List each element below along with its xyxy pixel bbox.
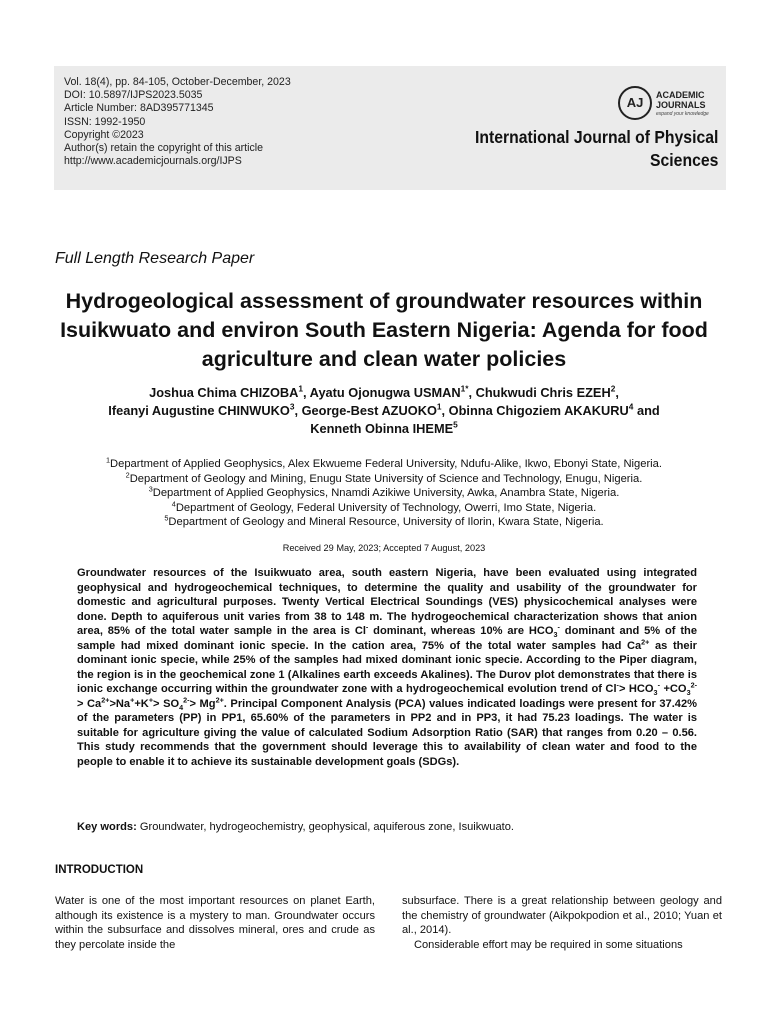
paper-title: Hydrogeological assessment of groundwater resources within Isuikwuato and environ South Eastern Nigeria: Agenda for food agriculture and clean water policies [60,289,708,371]
journal-header [54,66,726,190]
ion-subscript: 3 [686,688,691,698]
author-name: Joshua Chima CHIZOBA [149,385,299,400]
ion-charge: - [657,680,660,690]
author-sep: , [441,403,449,418]
logo-wordmark [656,90,706,110]
affiliation [40,457,728,472]
affiliation [40,469,728,487]
journal-name [475,126,718,172]
author-name: George-Best AZUOKO [301,403,437,418]
author-sep: , [303,385,310,400]
author-name: Chukwudi Chris EZEH [475,385,611,400]
affiliation-number: 5 [164,513,169,523]
affiliation [40,515,728,530]
author-affil: 1 [298,383,304,394]
abstract-text: as their dominant ionic specie, while 25% of the samples had mixed dominant ionic specie. According to the Piper diagram, the region is in the geochemical zone 1 (Alkalines earth exceeds Akalines). The Durov plot demonstrates that there is ionic exchange occurring within the groundwater zone with a hydrogeochemical evolution trend of Cl [77,639,698,695]
affiliations [40,457,728,530]
keywords [77,821,697,833]
ion-charge: + [130,694,135,704]
author-sep: and [633,403,660,418]
meta-article-number: Article Number: 8AD395771345 [64,102,214,115]
abstract-text: > Ca [77,697,102,710]
paper-type: Full Length Research Paper [55,250,255,267]
author-affil: 1* [460,383,469,394]
academic-journals-logo [618,86,728,122]
affiliation-text: Department of Geology and Mining, Enugu State University of Science and Technology, Enugu, Nigeria. [129,472,643,485]
affiliation-text: Department of Geology, Federal University of Technology, Owerri, Imo State, Nigeria. [175,501,597,514]
affiliation-text: Department of Applied Geophysics, Nnamdi Azikiwe University, Awka, Anambra State, Nigeria. [152,487,620,499]
affiliation-number: 3 [148,484,153,494]
author-affil: 3 [289,401,295,412]
abstract-text: dominant and 5% of the sample had mixed dominant ionic specie. In the cation area, 75% of the total water samples had Ca [77,625,697,652]
meta-rights: Author(s) retain the copyright of this article [64,142,264,155]
ion-subscript: 4 [179,702,184,712]
ion-charge: - [557,622,560,632]
ion-charge: - [365,622,369,632]
ion-subscript: 3 [653,688,658,698]
paragraph: subsurface. There is a great relationship between geology and the chemistry of groundwater (Aikpokpodion et al., 2010; Yuan et al., 2014). [402,895,722,936]
keywords-label: Key words: [77,821,137,833]
abstract-text: > SO [153,697,180,710]
meta-doi: DOI: 10.5897/IJPS2023.5035 [64,89,203,102]
meta-issn: ISSN: 1992-1950 [64,115,146,128]
body-column-right [402,894,722,952]
abstract-text: Groundwater resources of the Isuikwuato area, south eastern Nigeria, have been evaluated using integrated geophysical and hydrogeochemical techniques, to determine the quality and usability of the groundwater for domestic and agricultural purposes. Twenty Vertical Electrical Soundings (VES) physicochemical analyses were done. Depth to aquiferous unit varies from 38 to 148 m. The hydrogeochemical characterization shows that anion area, 85% of the total water sample in the area is Cl [77,567,697,637]
ion-charge: 2+ [101,694,110,704]
author-sep: , [294,403,302,418]
meta-volume: Vol. 18(4), pp. 84-105, October-December, 2023 [64,76,291,88]
author-name: Kenneth Obinna IHEME [310,421,454,436]
body-column-left [55,894,375,952]
affiliation [40,498,728,516]
logo-tagline: expand your knowledge [656,111,709,117]
author-affil: 1 [436,401,442,412]
ion-subscript: 3 [553,630,558,640]
author-sep: , [468,385,476,400]
author-affil: 4 [628,401,634,412]
ion-charge: 2- [690,680,697,690]
abstract-text: +CO [659,683,687,695]
article-metadata [64,76,291,168]
received-accepted-dates: Received 29 May, 2023; Accepted 7 August, 2023 [282,543,486,553]
affiliation-text: Department of Applied Geophysics, Alex Ekwueme Federal University, Ndufu-Alike, Ikwo, Ebonyi State, Nigeria. [110,458,662,470]
abstract-text: dominant, whereas 10% are HCO [368,625,554,637]
affiliation-number: 2 [125,469,130,479]
abstract [77,566,697,769]
author-list [40,384,728,438]
abstract-text: +K [134,697,149,710]
abstract-text: . Principal Component Analysis (PCA) values indicated loadings were present for 37.42% of the parameters (PP) in PP1, 65.60% of the parameters in PP2 and in PP3, it had 75.23 loadings. The water is suitable for agriculture giving the value of calculated Sodium Adsorption Ratio (SAR) that ranges from 0.20 – 0.56. This study recommends that the government should leverage this to availability of clean water and food to the people to enable it to achieve its sustainable development goals (SDGs). [77,697,697,768]
meta-url[interactable]: http://www.academicjournals.org/IJPS [64,155,242,168]
journal-line2: Sciences [649,150,718,170]
author-sep: , [615,385,619,400]
keywords-text: Groundwater, hydrogeochemistry, geophysical, aquiferous zone, Isuikwuato. [136,821,514,833]
abstract-text: > Mg [189,697,216,710]
logo-mark: AJ [618,86,652,120]
paragraph: Considerable effort may be required in some situations [414,938,683,951]
ion-charge: 2- [183,694,190,704]
journal-line1: International Journal of Physical [474,127,718,147]
meta-copyright: Copyright ©2023 [64,128,144,141]
ion-charge: + [148,694,154,704]
author-affil: 5 [453,419,458,430]
abstract-text: > HCO [618,683,654,695]
ion-charge: 2+ [215,694,224,704]
abstract-text: >Na [109,697,131,710]
affiliation-text: Department of Geology and Mineral Resource, University of Ilorin, Kwara State, Nigeria. [168,516,604,528]
ion-charge: - [616,680,619,690]
author-name: Ifeanyi Augustine CHINWUKO [108,403,290,418]
logo-line2: JOURNALS [656,100,706,110]
affiliation-number: 4 [171,498,176,508]
logo-line1: ACADEMIC [656,90,705,100]
author-name: Obinna Chigoziem AKAKURU [448,403,629,418]
section-heading-introduction: INTRODUCTION [55,864,144,876]
ion-charge: 2+ [641,636,650,646]
affiliation [40,486,728,501]
author-affil: 2 [610,383,616,394]
affiliation-number: 1 [105,455,111,465]
paragraph: Water is one of the most important resources on planet Earth, although its existence is a mystery to man. Groundwater occurs within the subsurface and dissolves mineral, ores and crude as they percolate inside the [55,895,375,951]
author-name: Ayatu Ojonugwa USMAN [309,385,461,400]
